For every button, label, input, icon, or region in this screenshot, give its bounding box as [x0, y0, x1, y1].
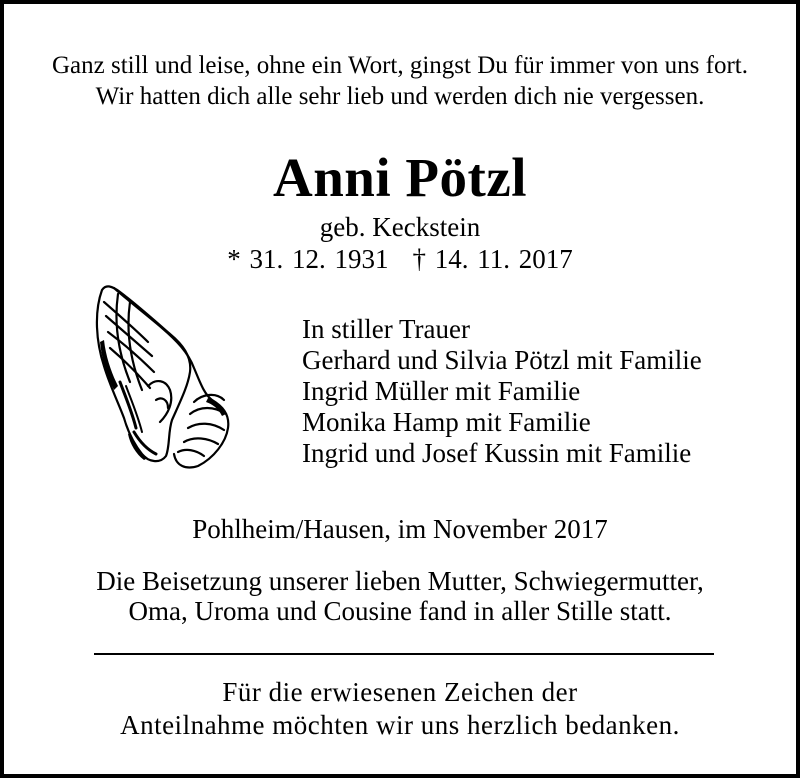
- deceased-name: Anni Pötzl: [272, 147, 528, 208]
- mourner-line: Gerhard und Silvia Pötzl mit Familie: [302, 345, 702, 375]
- verse-line: Ganz still und leise, ohne ein Wort, gingst Du für immer von uns fort.: [51, 52, 749, 79]
- mourner-line: Monika Hamp mit Familie: [302, 407, 591, 437]
- divider: [94, 653, 714, 655]
- thanks-line: Anteilnahme möchten wir uns herzlich bedanken.: [120, 710, 680, 740]
- notice-line: Die Beisetzung unserer lieben Mutter, Schwiegermutter,: [96, 566, 704, 596]
- life-dates: [4, 242, 796, 276]
- verse-line: Wir hatten dich alle sehr lieb und werden dich nie vergessen.: [95, 83, 705, 110]
- birth-date: * 31. 12. 1931: [227, 244, 389, 274]
- place-date: Pohlheim/Hausen, im November 2017: [192, 514, 608, 544]
- mourner-line: Ingrid und Josef Kussin mit Familie: [302, 438, 692, 468]
- mourner-line: Ingrid Müller mit Familie: [302, 376, 581, 406]
- thanks-line: Für die erwiesenen Zeichen der: [222, 677, 578, 707]
- burial-notice: [4, 566, 796, 626]
- verse: [4, 50, 796, 112]
- thanks-note: [4, 676, 796, 742]
- maiden-name: geb. Keckstein: [319, 212, 481, 242]
- mourner-line: In stiller Trauer: [302, 314, 470, 344]
- praying-hands-icon: [90, 282, 232, 472]
- death-date: † 14. 11. 2017: [412, 244, 573, 274]
- notice-line: Oma, Uroma und Cousine fand in aller Stille statt.: [128, 596, 672, 626]
- mourner-list: [302, 314, 702, 469]
